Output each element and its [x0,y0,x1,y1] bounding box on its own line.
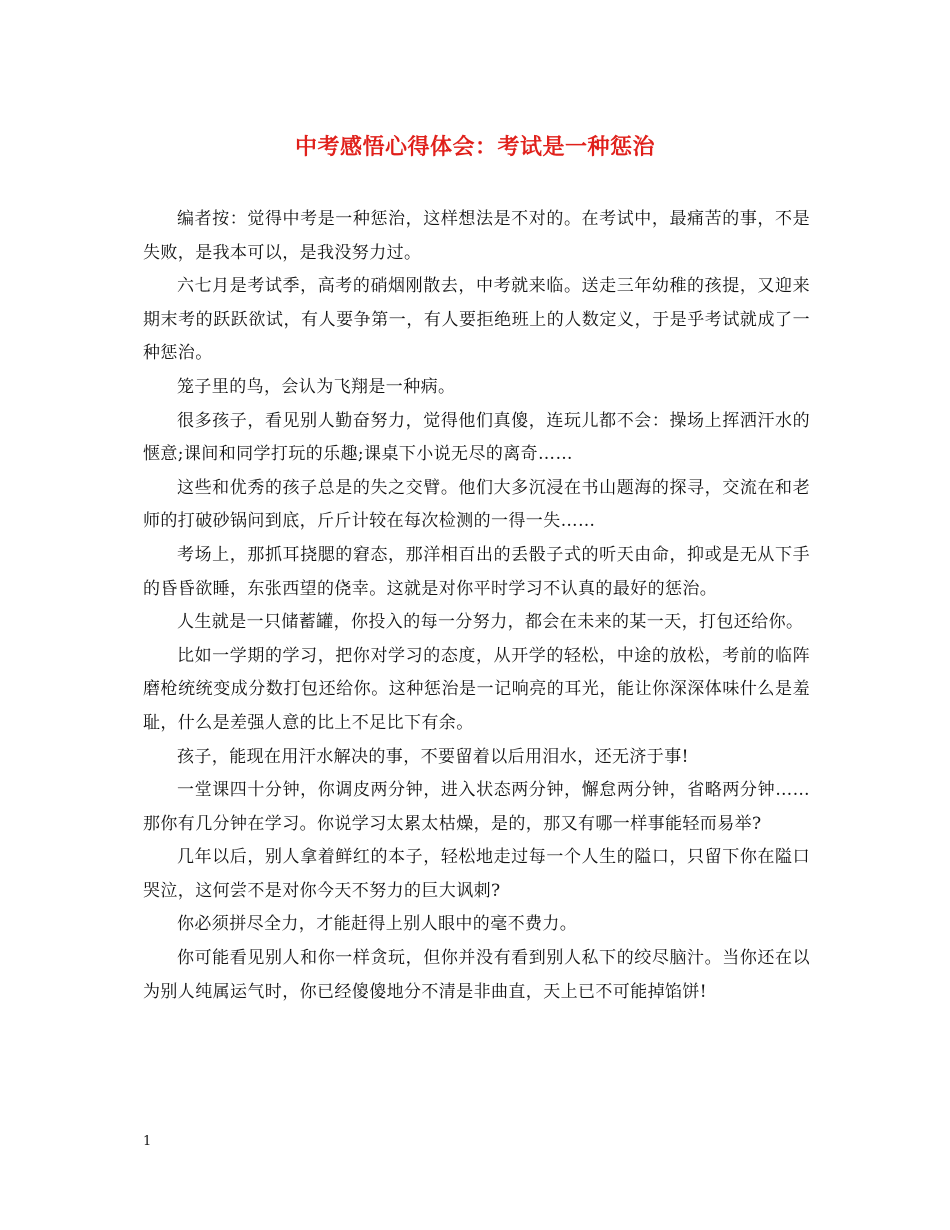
paragraph: 几年以后，别人拿着鲜红的本子，轻松地走过每一个人生的隘口，只留下你在隘口哭泣，这何尝不是对你今天不努力的巨大讽刺? [143,847,810,901]
paragraph: 很多孩子，看见别人勤奋努力，觉得他们真傻，连玩儿都不会：操场上挥洒汗水的惬意;课间和同学打玩的乐趣;课桌下小说无尽的离奇…… [143,410,810,465]
paragraph: 你可能看见别人和你一样贪玩，但你并没有看到别人私下的绞尽脑汁。当你还在以为别人纯属运气时，你已经傻傻地分不清是非曲直，天上已不可能掉馅饼! [143,948,810,1002]
paragraph: 一堂课四十分钟，你调皮两分钟，进入状态两分钟，懈怠两分钟，省略两分钟……那你有几分钟在学习。你说学习太累太枯燥，是的，那又有哪一样事能轻而易举? [143,780,810,834]
paragraph: 这些和优秀的孩子总是的失之交臂。他们大多沉浸在书山题海的探寻，交流在和老师的打破砂锅问到底，斤斤计较在每次检测的一得一失…… [143,477,810,532]
paragraph: 孩子，能现在用汗水解决的事，不要留着以后用泪水，还无济于事! [177,746,689,767]
paragraph: 你必须拼尽全力，才能赶得上别人眼中的毫不费力。 [177,914,578,935]
paragraph: 编者按：觉得中考是一种惩治，这样想法是不对的。在考试中，最痛苦的事，不是失败，是我本可以，是我没努力过。 [143,209,810,263]
page-number: 1 [143,1134,152,1149]
page-title: 中考感悟心得体会：考试是一种惩治 [294,134,655,160]
paragraph: 笼子里的鸟，会认为飞翔是一种病。 [177,376,456,397]
paragraph: 六七月是考试季，高考的硝烟刚散去，中考就来临。送走三年幼稚的孩提，又迎来期末考的跃跃欲试，有人要争第一，有人要拒绝班上的人数定义，于是乎考试就成了一种惩治。 [143,276,810,364]
article-body [143,203,810,1009]
paragraph: 比如一学期的学习，把你对学习的态度，从开学的轻松，中途的放松，考前的临阵磨枪统统变成分数打包还给你。这种惩治是一记响亮的耳光，能让你深深体味什么是羞耻，什么是差强人意的比上不足比下有余。 [143,645,810,733]
paragraph: 人生就是一只储蓄罐，你投入的每一分努力，都会在未来的某一天，打包还给你。 [177,612,804,633]
paragraph: 考场上，那抓耳挠腮的窘态，那洋相百出的丢骰子式的听天由命，抑或是无从下手的昏昏欲睡，东张西望的侥幸。这就是对你平时学习不认真的最好的惩治。 [143,544,810,599]
